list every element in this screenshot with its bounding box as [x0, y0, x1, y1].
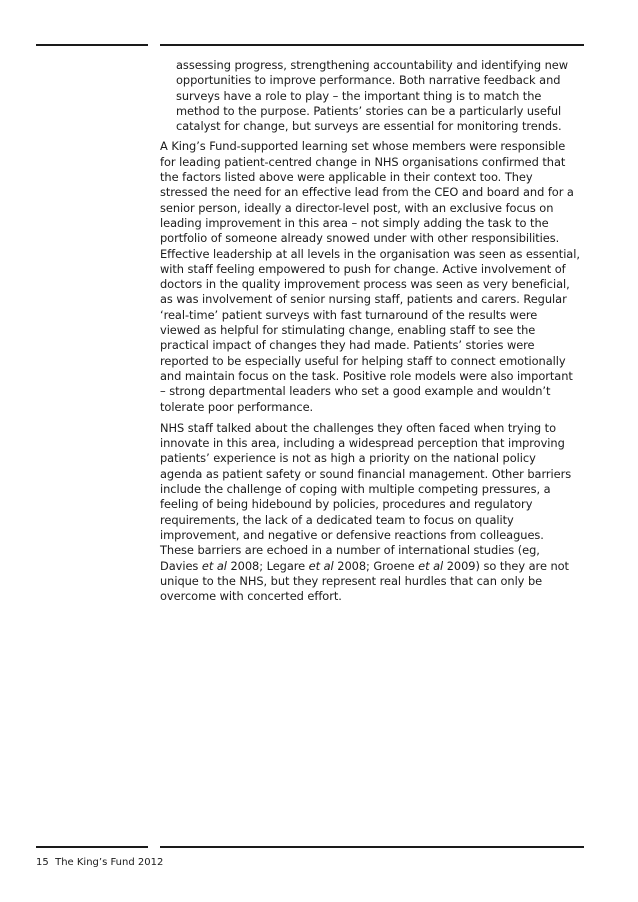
- main-text-column: [160, 58, 580, 610]
- paragraph-2-text: 2008; Legare: [226, 558, 309, 573]
- paragraph-2-text: 2009) so they are not unique to the NHS, but they represent real hurdles that can only be overcome with concerted effort.: [160, 558, 569, 604]
- page-footer: [36, 857, 163, 869]
- top-left-rule: [36, 44, 148, 46]
- bullet-continuation-text: assessing progress, strengthening accountability and identifying new opportunities to improve performance. Both narrative feedback and surveys have a role to play – the important thing is to match the method to the purpose. Patients’ stories can be a particularly useful catalyst for change, but surveys are essential for monitoring trends.: [176, 58, 568, 134]
- bottom-left-rule: [36, 846, 148, 848]
- paragraph-2-text: 2008; Groene: [333, 558, 419, 573]
- top-right-rule: [160, 44, 584, 46]
- publisher-label: The King’s Fund 2012: [55, 857, 164, 868]
- paragraph-2-text: NHS staff talked about the challenges they often faced when trying to innovate in this area, including a widespread perception that improving patients’ experience is not as high a priority on the national policy agenda as patient safety or sound financial management. Other barriers include the challenge of coping with multiple competing pressures, a feeling of being hidebound by policies, procedures and regulatory requirements, the lack of a dedicated team to focus on quality improvement, and negative or defensive reactions from colleagues. These barriers are echoed in a number of international studies (eg, Davies: [160, 420, 572, 573]
- bottom-right-rule: [160, 846, 584, 848]
- citation-et-al: et al: [201, 558, 227, 573]
- page-number: 15: [36, 857, 49, 868]
- body-paragraph-2: [160, 421, 580, 605]
- citation-et-al: et al: [418, 558, 444, 573]
- citation-et-al: et al: [308, 558, 334, 573]
- body-paragraph-1: A King’s Fund-supported learning set whose members were responsible for leading patient-centred change in NHS organisations confirmed that the factors listed above were applicable in their context too. They stressed the need for an effective lead from the CEO and board and for a senior person, ideally a director-level post, with an exclusive focus on leading improvement in this area – not simply adding the task to the portfolio of someone already snowed under with other responsibilities. Effective leadership at all levels in the organisation was seen as essential, with staff feeling empowered to push for change. Active involvement of doctors in the quality improvement process was seen as very beneficial, as was involvement of senior nursing staff, patients and carers. Regular ‘real-time’ patient surveys with fast turnaround of the results were viewed as helpful for stimulating change, enabling staff to see the practical impact of changes they had made. Patients’ stories were reported to be especially useful for helping staff to connect emotionally and maintain focus on the task. Positive role models were also important – strong departmental leaders who set a good example and wouldn’t tolerate poor performance.: [160, 139, 580, 414]
